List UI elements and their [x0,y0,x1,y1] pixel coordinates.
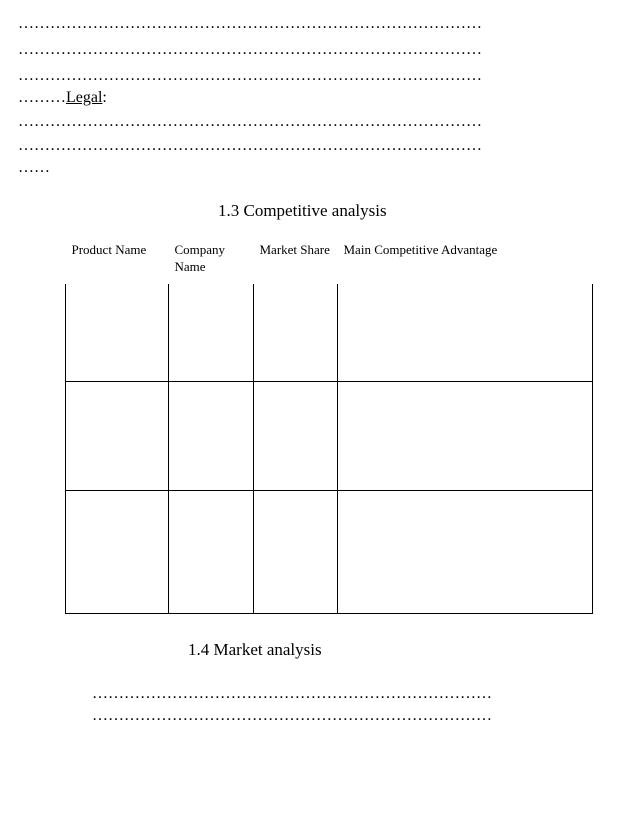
table-header-row [66,238,593,284]
table-cell[interactable] [338,491,593,614]
legal-line [18,88,548,108]
table-cell[interactable] [254,284,338,382]
table-cell[interactable] [338,284,593,382]
table-row [66,284,593,382]
header-product-name: Product Name [71,242,147,257]
table-cell[interactable] [66,491,169,614]
dotted-line-2: …………………………………………………………………………… [18,41,482,58]
legal-dotted-line-1: …………………………………………………………………………… [18,113,482,130]
competitive-analysis-table [65,238,593,614]
table-row [66,382,593,491]
table-cell[interactable] [66,382,169,491]
legal-dotted-line-3: …… [18,159,50,176]
table-cell[interactable] [169,382,254,491]
table-cell[interactable] [169,491,254,614]
competitive-analysis-heading: 1.3 Competitive analysis [218,201,387,220]
market-analysis-heading: 1.4 Market analysis [188,640,322,659]
table-cell[interactable] [338,382,593,491]
header-company-name: Company Name [174,242,226,274]
table-cell[interactable] [66,284,169,382]
legal-prefix-dots: ……… [18,89,66,106]
market-dotted-line-2: ………………………………………………………………… [92,707,492,724]
market-dotted-line-1: ………………………………………………………………… [92,685,492,702]
table-cell[interactable] [169,284,254,382]
header-market-share: Market Share [259,242,330,257]
dotted-line-3: …………………………………………………………………………… [18,67,482,84]
table-cell[interactable] [254,382,338,491]
dotted-line-1: …………………………………………………………………………… [18,15,482,32]
table-cell[interactable] [254,491,338,614]
legal-dotted-line-2: …………………………………………………………………………… [18,137,482,154]
table-row [66,491,593,614]
header-main-competitive-advantage: Main Competitive Advantage [343,242,498,257]
legal-colon: : [102,89,107,106]
legal-label: Legal [66,89,103,106]
